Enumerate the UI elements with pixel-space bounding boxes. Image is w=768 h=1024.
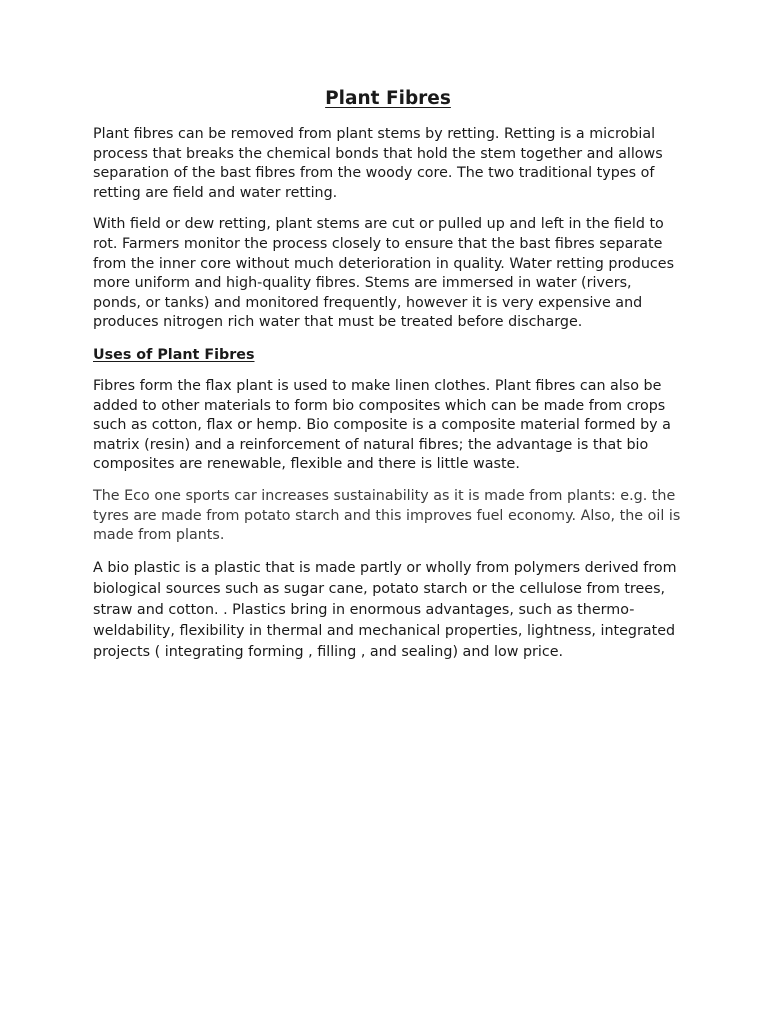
uses-heading: Uses of Plant Fibres: [93, 346, 255, 363]
bioplastic-paragraph: A bio plastic is a plastic that is made partly or wholly from polymers derived from biological sources such as sugar cane, potato starch or the cellulose from trees, straw and cotton. . Plastics bring in enormous advantages, such as thermo-weldability, flexibility in thermal and mechanical properties, lightness, integrated projects ( integrating forming , filling , and sealing) and low price.: [93, 559, 677, 660]
eco-car-paragraph: The Eco one sports car increases sustainability as it is made from plants: e.g. the tyres are made from potato starch and this improves fuel economy. Also, the oil is made from plants.: [93, 487, 681, 544]
intro-paragraph: Plant fibres can be removed from plant stems by retting. Retting is a microbial process that breaks the chemical bonds that hold the stem together and allows separation of the bast fibres from the woody core. The two traditional types of retting are field and water retting.: [93, 126, 663, 201]
retting-paragraph: With field or dew retting, plant stems are cut or pulled up and left in the field to rot. Farmers monitor the process closely to ensure that the bast fibres separate from the inner core without much deterioration in quality. Water retting produces more uniform and high-quality fibres. Stems are immersed in water (rivers, ponds, or tanks) and monitored frequently, however it is very expensive and produces nitrogen rich water that must be treated before discharge.: [93, 216, 675, 331]
document-title: Plant Fibres: [325, 88, 451, 109]
document-page: [93, 86, 683, 675]
uses-paragraph: Fibres form the flax plant is used to make linen clothes. Plant fibres can also be added to other materials to form bio composites which can be made from crops such as cotton, flax or hemp. Bio composite is a composite material formed by a matrix (resin) and a reinforcement of natural fibres; the advantage is that bio composites are renewable, flexible and there is little waste.: [93, 377, 671, 473]
